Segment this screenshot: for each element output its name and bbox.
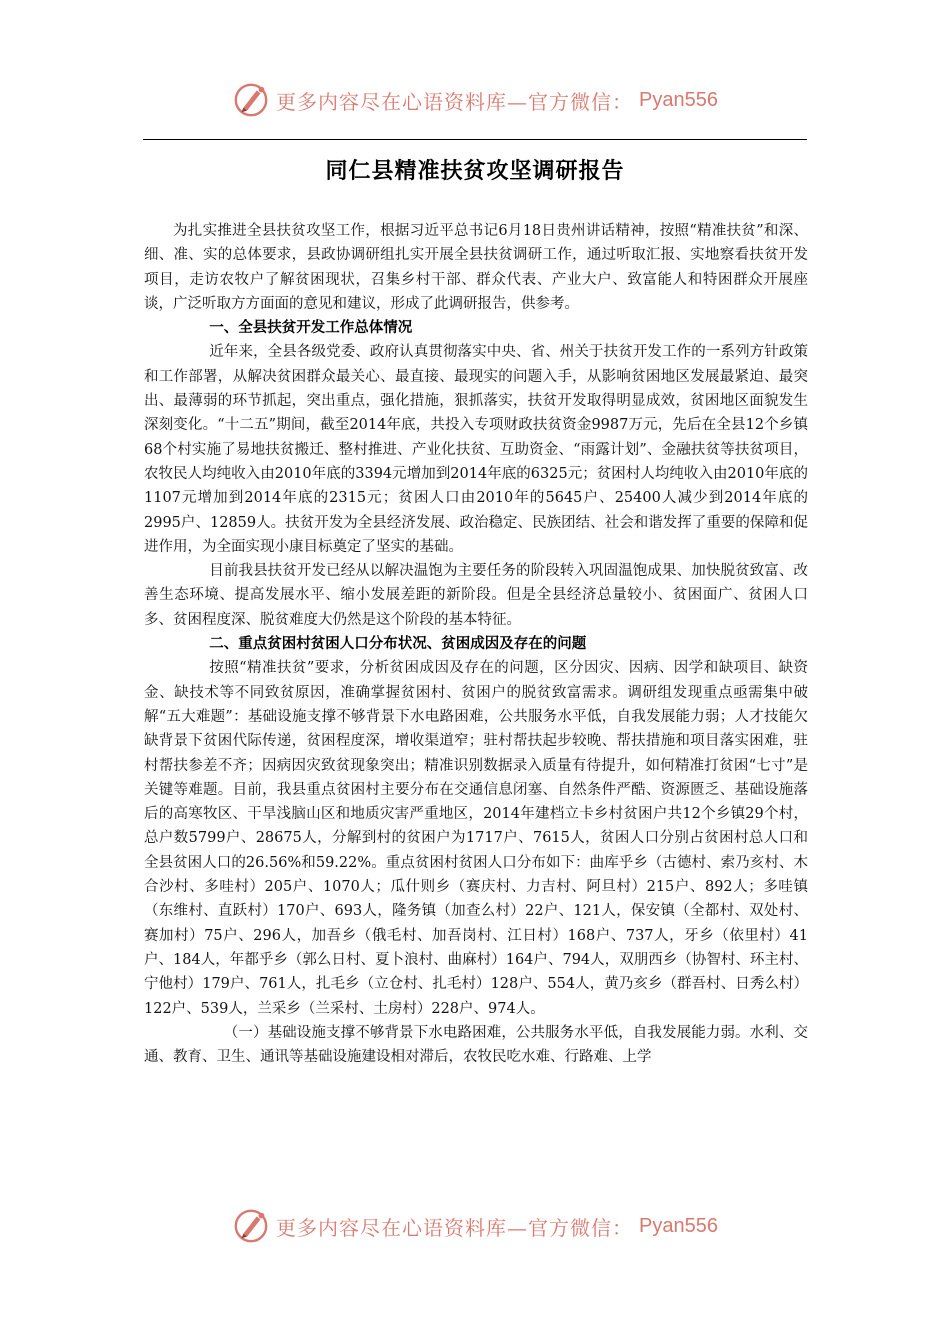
banner-text: 更多内容尽在心语资料库—官方微信： xyxy=(276,1215,634,1240)
pen-logo-icon xyxy=(232,1207,270,1245)
banner-wechat-id: Pyan556 xyxy=(639,88,718,111)
banner-wechat-id: Pyan556 xyxy=(639,1214,718,1237)
pen-logo-icon xyxy=(232,81,270,119)
header-banner xyxy=(0,81,950,125)
footer-banner xyxy=(0,1207,950,1251)
banner-text: 更多内容尽在心语资料库—官方微信： xyxy=(276,89,634,114)
section-1-heading: 一、全县扶贫开发工作总体情况 xyxy=(209,320,413,337)
subsection-1-paragraph: （一）基础设施支撑不够背景下水电路困难，公共服务水平低，自我发展能力弱。水利、交通、教育、卫生、通讯等基础设施建设相对滞后，农牧民吃水难、行路难、上学 xyxy=(144,1024,808,1066)
section-1-paragraph-2: 目前我县扶贫开发已经从以解决温饱为主要任务的阶段转入巩固温饱成果、加快脱贫致富、改善生态环境、提高发展水平、缩小发展差距的新阶段。但是全县经济总量较小、贫困面广、贫困人口多、贫困程度深、脱贫难度大仍然是这个阶段的基本特征。 xyxy=(144,563,808,628)
page-title: 同仁县精准扶贫攻坚调研报告 xyxy=(325,159,625,184)
header-rule xyxy=(143,139,807,140)
document-body xyxy=(144,219,808,1069)
section-1-paragraph-1: 近年来，全县各级党委、政府认真贯彻落实中央、省、州关于扶贫开发工作的一系列方针政策和工作部署，从解决贫困群众最关心、最直接、最现实的问题入手，从影响贫困地区发展最紧迫、最突出、最薄弱的环节抓起，突出重点，强化措施，狠抓落实，扶贫开发取得明显成效，贫困地区面貌发生深刻变化。“十二五”期间，截至2014年底，共投入专项财政扶贫资金9987万元，先后在全县12个乡镇68个村实施了易地扶贫搬迁、整村推进、产业化扶贫、互助资金、“雨露计划”、金融扶贫等扶贫项目，农牧民人均纯收入由2010年底的3394元增加到2014年底的6325元；贫困村人均纯收入由2010年底的1107元增加到2014年底的2315元；贫困人口由2010年的5645户、25400人减少到2014年底的2995户、12859人。扶贫开发为全县经济发展、政治稳定、民族团结、社会和谐发挥了重要的保障和促进作用，为全面实现小康目标奠定了坚实的基础。 xyxy=(144,344,808,555)
section-2-heading: 二、重点贫困村贫困人口分布状况、贫困成因及存在的问题 xyxy=(209,636,587,653)
section-2-paragraph-1: 按照“精准扶贫”要求，分析贫困成因及存在的问题，区分因灾、因病、因学和缺项目、缺资金、缺技术等不同致贫原因，准确掌握贫困村、贫困户的脱贫致富需求。调研组发现重点亟需集中破解“五大难题”：基础设施支撑不够背景下水电路困难，公共服务水平低，自我发展能力弱；人才技能欠缺背景下贫困代际传递，贫困程度深，增收渠道窄；驻村帮扶起步较晚、帮扶措施和项目落实困难，驻村帮扶参差不齐；因病因灾致贫现象突出；精准识别数据录入质量有待提升，如何精准打贫困“七寸”是关键等难题。目前，我县重点贫困村主要分布在交通信息闭塞、自然条件严酷、资源匮乏、基础设施落后的高寒牧区、干旱浅脑山区和地质灾害严重地区，2014年建档立卡乡村贫困户共12个乡镇29个村，总户数5799户、28675人，分解到村的贫困户为1717户、7615人，贫困人口分别占贫困村总人口和全县贫困人口的26.56%和59.22%。重点贫困村贫困人口分布如下：曲库乎乡（古德村、索乃亥村、木合沙村、多哇村）205户、1070人；瓜什则乡（赛庆村、力吉村、阿旦村）215户、892人；多哇镇（东维村、直跃村）170户、693人，隆务镇（加查么村）22户、121人，保安镇（全都村、双处村、赛加村）75户、296人，加吾乡（俄毛村、加吾岗村、江日村）168户、737人，牙乡（依里村）41户、184人，年都乎乡（郭么日村、夏卜浪村、曲麻村）164户、794人，双朋西乡（协智村、环主村、宁他村）179户、761人，扎毛乡（立仓村、扎毛村）128户、554人，黄乃亥乡（群吾村、日秀么村）122户、539人，兰采乡（兰采村、土房村）228户、974人。 xyxy=(144,660,808,1017)
intro-paragraph: 为扎实推进全县扶贫攻坚工作，根据习近平总书记6月18日贵州讲话精神，按照“精准扶贫”和深、细、准、实的总体要求，县政协调研组扎实开展全县扶贫调研工作，通过听取汇报、实地察看扶贫开发项目，走访农牧户了解贫困现状，召集乡村干部、群众代表、产业大户、致富能人和特困群众开展座谈，广泛听取方方面面的意见和建议，形成了此调研报告，供参考。 xyxy=(144,223,808,312)
